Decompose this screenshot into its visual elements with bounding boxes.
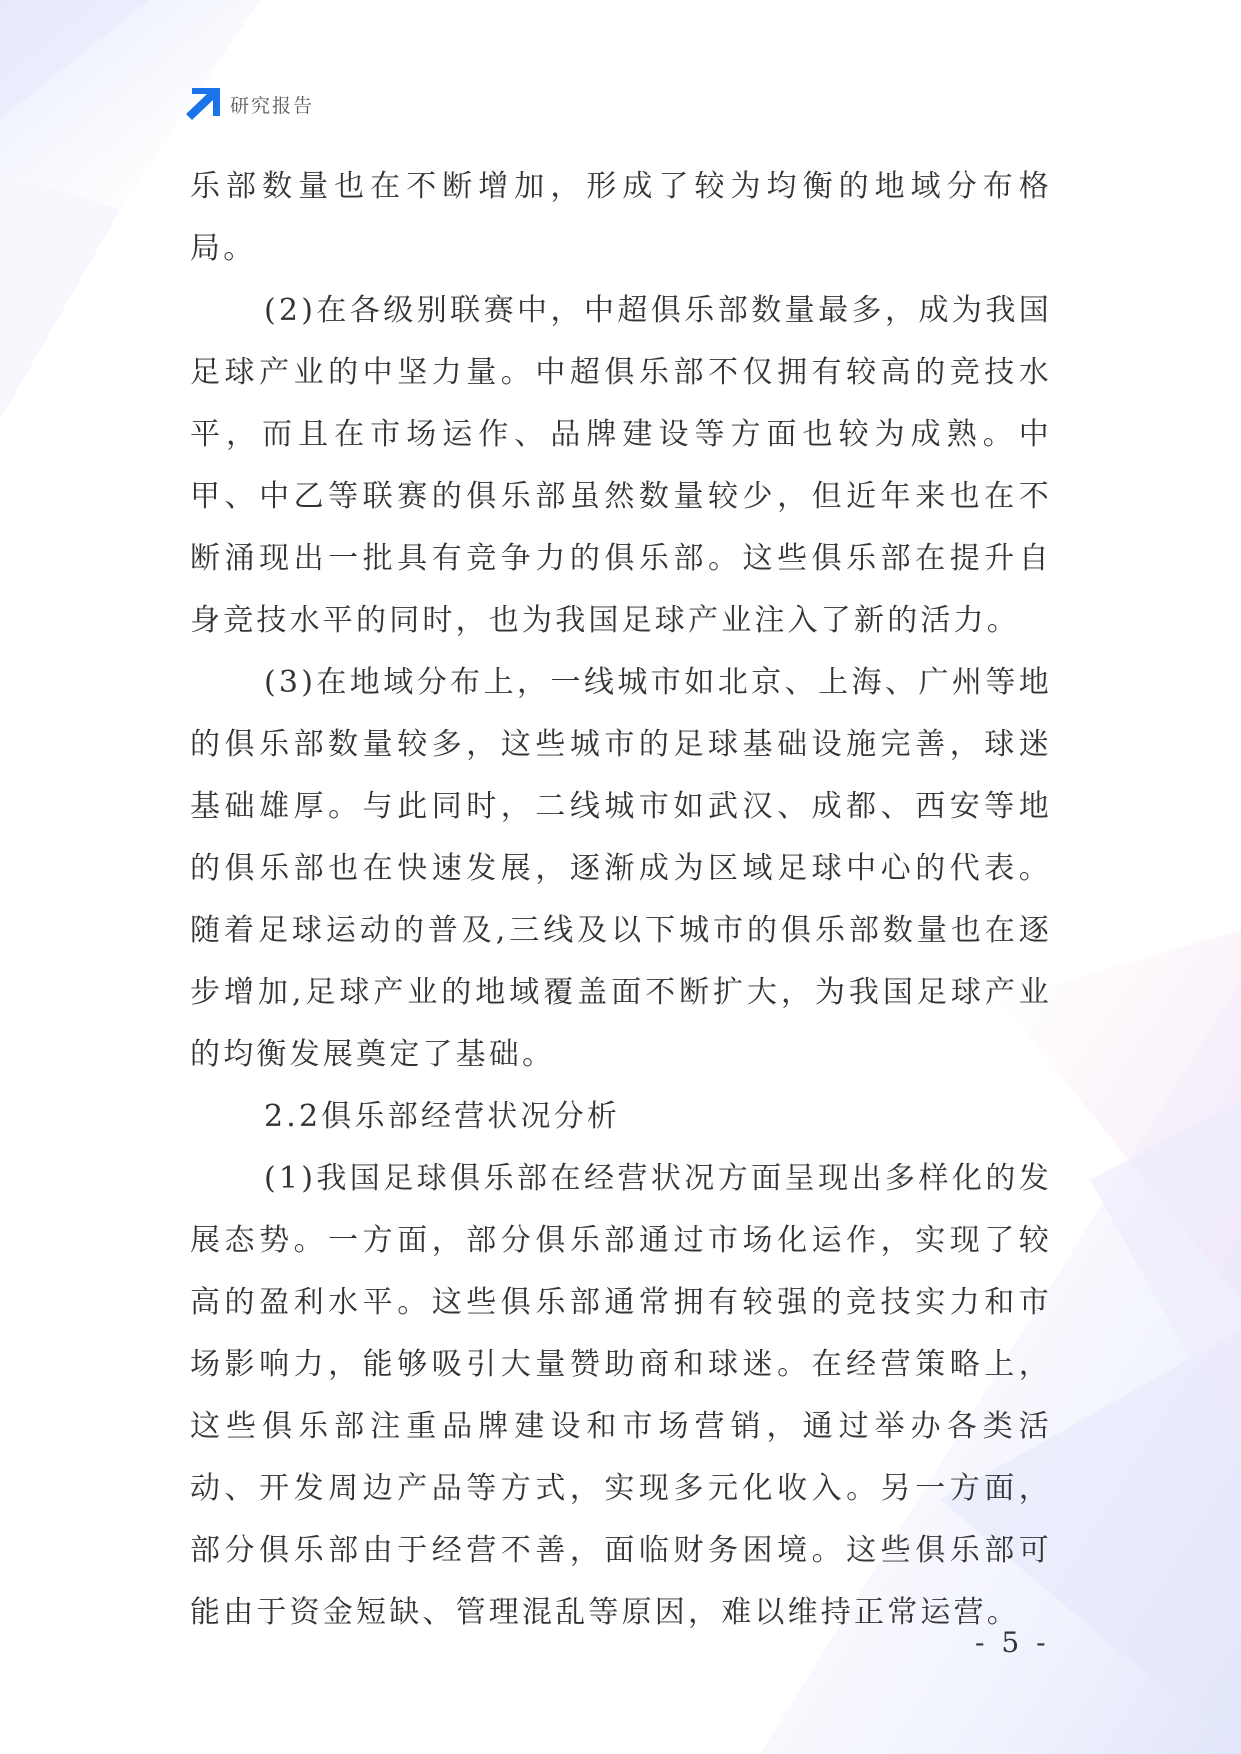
paragraph: 乐部数量也在不断增加，形成了较为均衡的地域分布格局。: [190, 169, 1052, 266]
arrow-up-right-icon: [186, 88, 220, 120]
report-header: [186, 88, 314, 120]
document-body: [190, 156, 1052, 1644]
paragraph: (3)在地域分布上，一线城市如北京、上海、广州等地的俱乐部数量较多，这些城市的足球基础设施完善，球迷基础雄厚。与此同时，二线城市如武汉、成都、西安等地的俱乐部也在快速发展，逐渐成为区域足球中心的代表。随着足球运动的普及,三线及以下城市的俱乐部数量也在逐步增加,足球产业的地域覆盖面不断扩大，为我国足球产业的均衡发展奠定了基础。: [190, 665, 1052, 1072]
report-title: 研究报告: [230, 94, 315, 117]
section-heading: 2.2俱乐部经营状况分析: [264, 1099, 621, 1134]
page-number: - 5 -: [975, 1626, 1050, 1659]
paragraph: (1)我国足球俱乐部在经营状况方面呈现出多样化的发展态势。一方面，部分俱乐部通过市场化运作，实现了较高的盈利水平。这些俱乐部通常拥有较强的竞技实力和市场影响力，能够吸引大量赞助商和球迷。在经营策略上，这些俱乐部注重品牌建设和市场营销，通过举办各类活动、开发周边产品等方式，实现多元化收入。另一方面，部分俱乐部由于经营不善，面临财务困境。这些俱乐部可能由于资金短缺、管理混乱等原因，难以维持正常运营。: [190, 1161, 1052, 1630]
paragraph: (2)在各级别联赛中，中超俱乐部数量最多，成为我国足球产业的中坚力量。中超俱乐部不仅拥有较高的竞技水平，而且在市场运作、品牌建设等方面也较为成熟。中甲、中乙等联赛的俱乐部虽然数量较少，但近年来也在不断涌现出一批具有竞争力的俱乐部。这些俱乐部在提升自身竞技水平的同时，也为我国足球产业注入了新的活力。: [190, 293, 1052, 638]
